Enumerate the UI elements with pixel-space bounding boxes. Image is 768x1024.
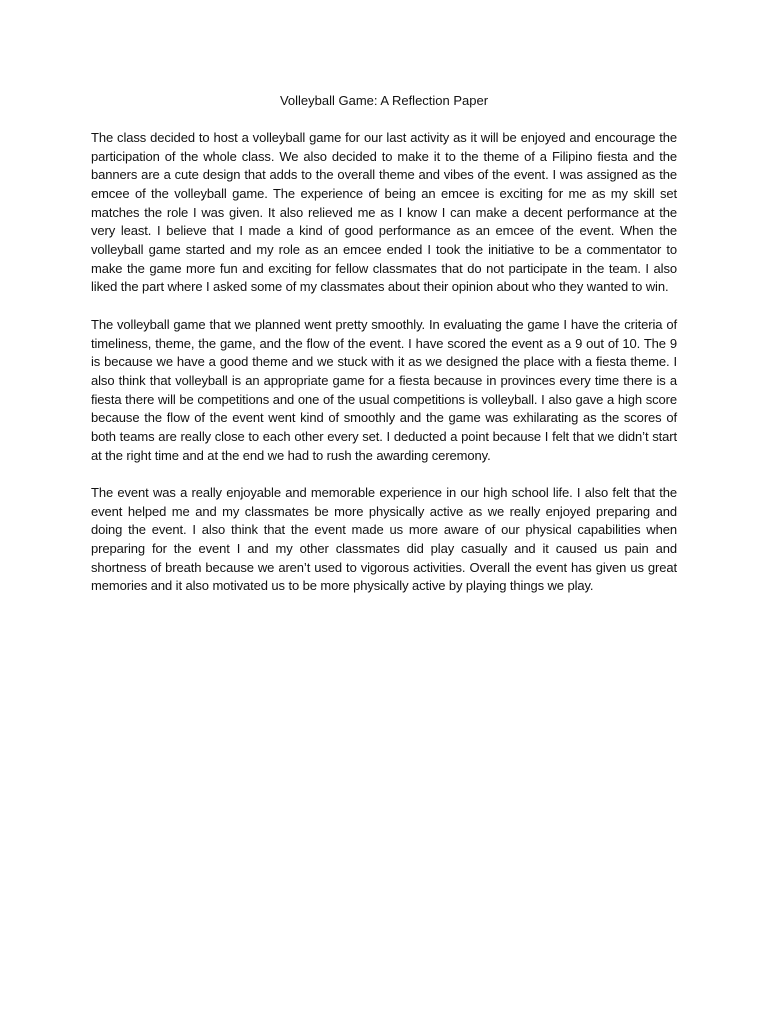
paragraph-3: The event was a really enjoyable and memorable experience in our high school life. I also felt that the event helped me and my classmates be more physically active as we really enjoyed preparing and doing the event. I also think that the event made us more aware of our physical capabilities when preparing for the event I and my other classmates did play casually and it caused us pain and shortness of breath because we aren’t used to vigorous activities. Overall the event has given us great memories and it also motivated us to be more physically active by playing things we play. — [91, 485, 677, 594]
paragraph-1: The class decided to host a volleyball game for our last activity as it will be enjoyed and encourage the participation of the whole class. We also decided to make it to the theme of a Filipino fiesta and the banners are a cute design that adds to the overall theme and vibes of the event. I was assigned as the emcee of the volleyball game. The experience of being an emcee is exciting for me as my skill set matches the role I was given. It also relieved me as I know I can make a decent performance at the very least. I believe that I made a kind of good performance as an emcee of the event. When the volleyball game started and my role as an emcee ended I took the initiative to be a commentator to make the game more fun and exciting for fellow classmates that do not participate in the team. I also liked the part where I asked some of my classmates about their opinion about who they wanted to win. — [91, 130, 677, 295]
document-body — [91, 92, 677, 615]
paragraph-2: The volleyball game that we planned went pretty smoothly. In evaluating the game I have the criteria of timeliness, theme, the game, and the flow of the event. I have scored the event as a 9 out of 10. The 9 is because we have a good theme and we stuck with it as we designed the place with a fiesta theme. I also think that volleyball is an appropriate game for a fiesta because in provinces every time there is a fiesta there will be competitions and one of the usual competitions is volleyball. I also gave a high score because the flow of the event went kind of smoothly and the game was exhilarating as the scores of both teams are really close to each other every set. I deducted a point because I felt that we didn’t start at the right time and at the end we had to rush the awarding ceremony. — [91, 316, 677, 463]
document-title: Volleyball Game: A Reflection Paper — [279, 93, 489, 108]
